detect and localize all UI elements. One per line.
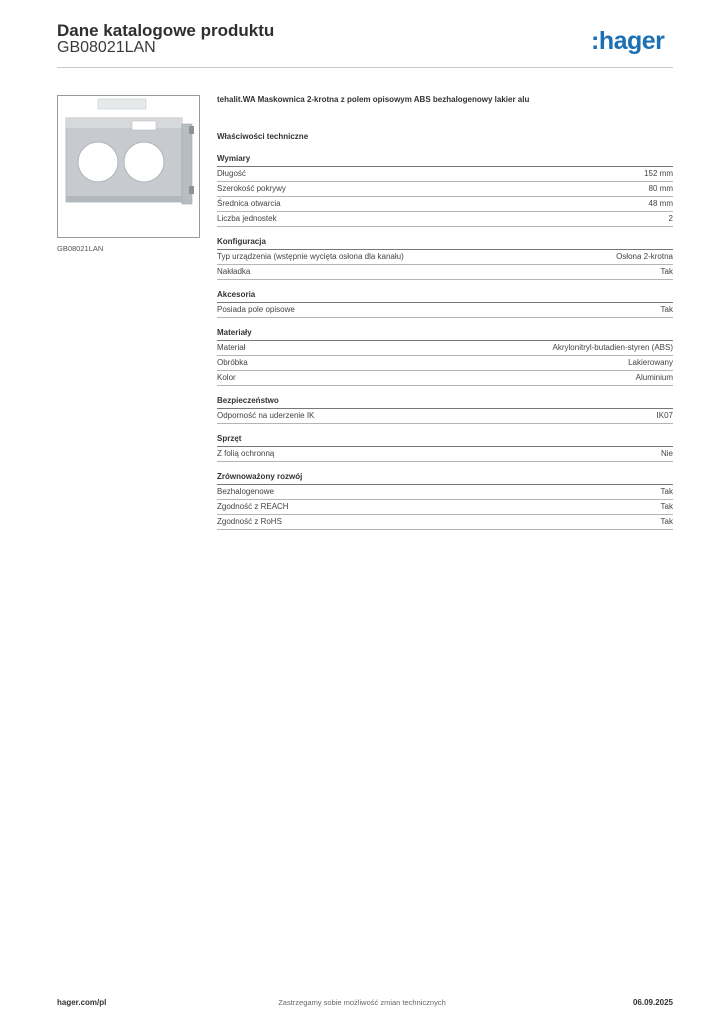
spec-label: Nakładka [217, 267, 251, 276]
group-title: Zrównoważony rozwój [217, 471, 673, 485]
page-title: Dane katalogowe produktu [57, 21, 275, 40]
spec-value: Tak [660, 267, 673, 276]
hager-logo [591, 27, 673, 57]
spec-label: Bezhalogenowe [217, 487, 274, 496]
header-divider [57, 67, 673, 68]
footer-note: Zastrzegamy sobie możliwość zmian technicznych [278, 998, 446, 1007]
section-title: Właściwości techniczne [217, 132, 309, 141]
spec-value: Tak [660, 502, 673, 511]
spec-value: 152 mm [644, 169, 673, 178]
spec-groups [217, 153, 673, 530]
spec-label: Kolor [217, 373, 236, 382]
spec-label: Z folią ochronną [217, 449, 275, 458]
spec-row [217, 500, 673, 515]
spec-row [217, 371, 673, 386]
spec-label: Zgodność z RoHS [217, 517, 282, 526]
spec-label: Zgodność z REACH [217, 502, 289, 511]
spec-row [217, 341, 673, 356]
product-image [57, 95, 200, 238]
spec-row [217, 167, 673, 182]
spec-value: Tak [660, 487, 673, 496]
spec-label: Szerokość pokrywy [217, 184, 286, 193]
footer-website[interactable]: hager.com/pl [57, 998, 107, 1007]
spec-value: 48 mm [648, 199, 673, 208]
spec-row [217, 409, 673, 424]
spec-label: Typ urządzenia (wstępnie wycięta osłona dla kanału) [217, 252, 404, 261]
spec-row [217, 265, 673, 280]
group-title: Wymiary [217, 153, 673, 167]
cover-plate-illustration [58, 96, 200, 238]
spec-label: Średnica otwarcia [217, 199, 281, 208]
group-title: Konfiguracja [217, 236, 673, 250]
spec-value: 2 [668, 214, 673, 223]
group-title: Sprzęt [217, 433, 673, 447]
group-title: Akcesoria [217, 289, 673, 303]
spec-value: Tak [660, 517, 673, 526]
spec-value: Aluminium [635, 373, 673, 382]
group-title: Bezpieczeństwo [217, 395, 673, 409]
spec-row [217, 212, 673, 227]
product-description: tehalit.WA Maskownica 2-krotna z polem opisowym ABS bezhalogenowy lakier alu [217, 95, 530, 104]
spec-value: Nie [660, 449, 673, 458]
spec-value: Akrylonitryl-butadien-styren (ABS) [552, 343, 673, 352]
spec-row [217, 303, 673, 318]
group-title: Materiały [217, 327, 673, 341]
spec-label: Odporność na uderzenie IK [217, 411, 315, 420]
spec-label: Liczba jednostek [217, 214, 277, 223]
spec-row [217, 356, 673, 371]
spec-value: Osłona 2-krotna [616, 252, 673, 261]
spec-row [217, 447, 673, 462]
spec-label: Posiada pole opisowe [217, 305, 295, 314]
spec-value: IK07 [656, 411, 673, 420]
spec-value: Lakierowany [628, 358, 673, 367]
spec-content [217, 92, 673, 530]
image-caption: GB08021LAN [57, 244, 104, 253]
spec-label: Obróbka [217, 358, 248, 367]
spec-row [217, 197, 673, 212]
spec-row [217, 182, 673, 197]
spec-label: Długość [217, 169, 246, 178]
spec-row [217, 515, 673, 530]
spec-row [217, 250, 673, 265]
spec-row [217, 485, 673, 500]
spec-value: Tak [660, 305, 673, 314]
footer-date: 06.09.2025 [632, 998, 673, 1007]
svg-text::hager: :hager [591, 27, 665, 55]
spec-value: 80 mm [648, 184, 673, 193]
spec-label: Materiał [217, 343, 246, 352]
product-code: GB08021LAN [57, 39, 156, 56]
